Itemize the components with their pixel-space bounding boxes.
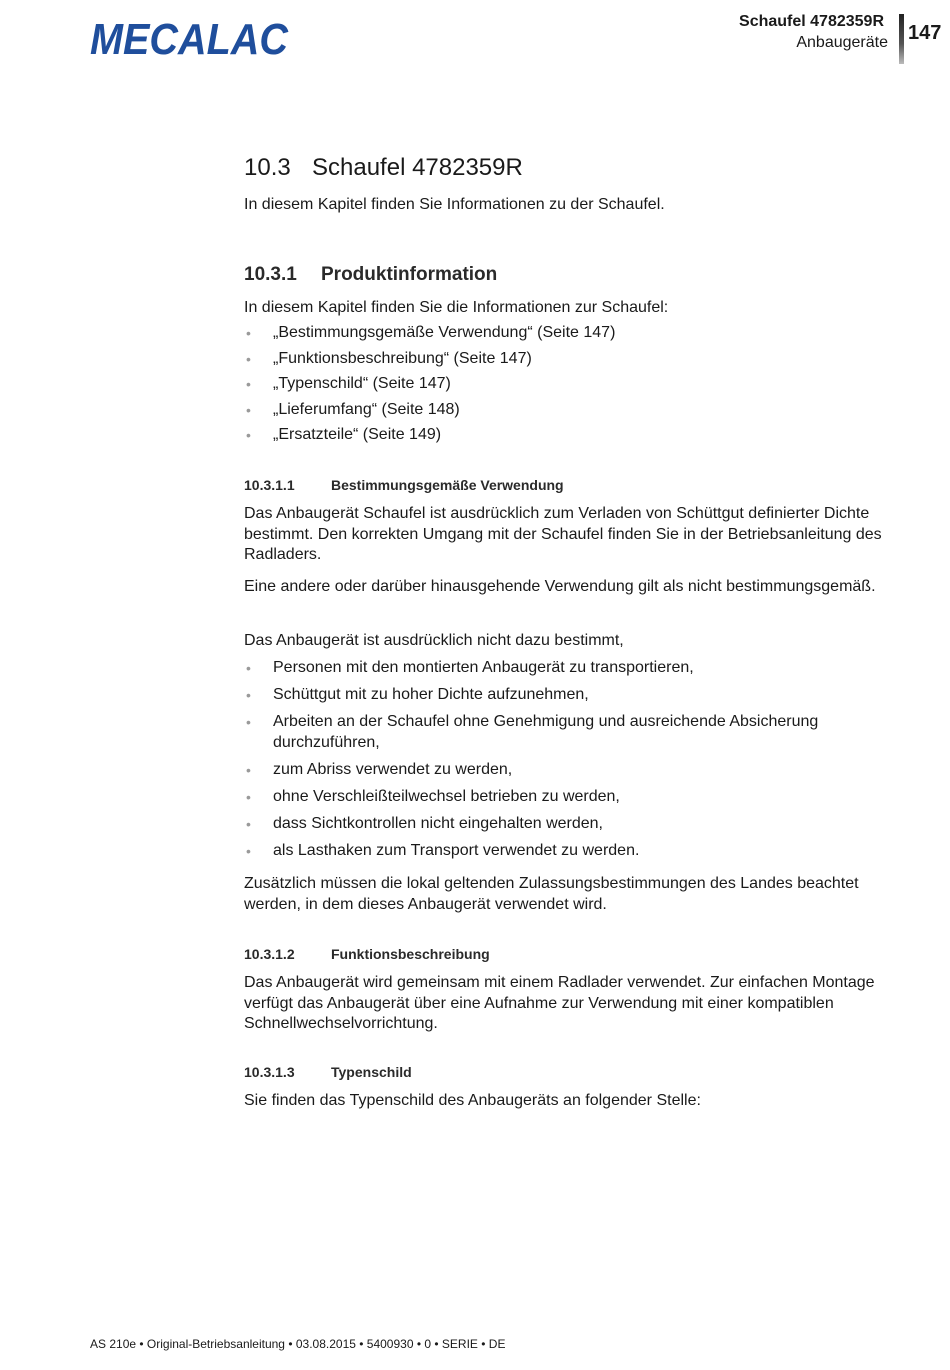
subsubsection-title: Funktionsbeschreibung bbox=[331, 946, 490, 962]
link-item[interactable] bbox=[244, 400, 884, 421]
link-text[interactable]: „Typenschild“ (Seite 147) bbox=[273, 375, 451, 392]
bullet-icon: • bbox=[246, 789, 251, 805]
bullet-icon: • bbox=[246, 376, 251, 392]
list-item-text: Personen mit den montierten Anbaugerät zu transportieren, bbox=[273, 659, 694, 676]
subsection-heading bbox=[244, 264, 497, 286]
subsubsection-heading bbox=[244, 946, 490, 962]
header-divider-bar bbox=[899, 14, 904, 64]
section-title: Schaufel 4782359R bbox=[312, 154, 523, 181]
list-item bbox=[244, 760, 884, 781]
bullet-icon: • bbox=[246, 427, 251, 443]
section-number: 10.3 bbox=[244, 154, 291, 181]
paragraph: Eine andere oder darüber hinausgehende Verwendung gilt als nicht bestimmungsgemäß. bbox=[244, 578, 876, 595]
link-text[interactable]: „Lieferumfang“ (Seite 148) bbox=[273, 401, 460, 418]
subsubsection-heading bbox=[244, 477, 564, 493]
list-item bbox=[244, 841, 884, 862]
bullet-icon: • bbox=[246, 325, 251, 341]
list-item-text: dass Sichtkontrollen nicht eingehalten werden, bbox=[273, 815, 603, 832]
link-item[interactable] bbox=[244, 349, 884, 370]
list-item bbox=[244, 658, 884, 679]
link-item[interactable] bbox=[244, 323, 884, 344]
paragraph: Sie finden das Typenschild des Anbaugeräts an folgender Stelle: bbox=[244, 1092, 701, 1109]
page-number: 147 bbox=[908, 22, 942, 44]
bullet-icon: • bbox=[246, 660, 251, 676]
subsubsection-heading bbox=[244, 1064, 412, 1080]
list-item bbox=[244, 787, 884, 808]
subsubsection-number: 10.3.1.3 bbox=[244, 1064, 295, 1080]
link-text[interactable]: „Ersatzteile“ (Seite 149) bbox=[273, 426, 442, 443]
list-item-text: zum Abriss verwendet zu werden, bbox=[273, 761, 513, 778]
list-item-text: Schüttgut mit zu hoher Dichte aufzunehmen, bbox=[273, 686, 589, 703]
mecalac-logo bbox=[90, 16, 290, 60]
bullet-icon: • bbox=[246, 402, 251, 418]
bullet-icon: • bbox=[246, 351, 251, 367]
list-item bbox=[244, 712, 884, 753]
bullet-icon: • bbox=[246, 816, 251, 832]
section-intro: In diesem Kapitel finden Sie Informationen zu der Schaufel. bbox=[244, 196, 665, 213]
list-item bbox=[244, 685, 884, 706]
section-heading bbox=[244, 154, 523, 182]
list-item-text: als Lasthaken zum Transport verwendet zu werden. bbox=[273, 842, 640, 859]
paragraph: Das Anbaugerät ist ausdrücklich nicht dazu bestimmt, bbox=[244, 632, 624, 649]
subsection-title: Produktinformation bbox=[321, 264, 498, 285]
link-item[interactable] bbox=[244, 374, 884, 395]
list-item-text: ohne Verschleißteilwechsel betrieben zu werden, bbox=[273, 788, 620, 805]
subsubsection-number: 10.3.1.2 bbox=[244, 946, 295, 962]
list-item-text: Arbeiten an der Schaufel ohne Genehmigung und ausreichende Absicherung durchzuführen, bbox=[273, 713, 819, 751]
logo-wordmark: MECALAC bbox=[90, 16, 290, 60]
link-text[interactable]: „Bestimmungsgemäße Verwendung“ (Seite 147) bbox=[273, 324, 616, 341]
link-text[interactable]: „Funktionsbeschreibung“ (Seite 147) bbox=[273, 350, 532, 367]
paragraph: Das Anbaugerät Schaufel ist ausdrücklich zum Verladen von Schüttgut definierter Dichte bestimmt. Den korrekten Umgang mit der Schaufel finden Sie in der Betriebsanleitung des Radladers. bbox=[244, 505, 882, 563]
subsubsection-title: Bestimmungsgemäße Verwendung bbox=[331, 477, 564, 493]
bullet-icon: • bbox=[246, 762, 251, 778]
subsection-number: 10.3.1 bbox=[244, 264, 297, 285]
paragraph: Zusätzlich müssen die lokal geltenden Zulassungsbestimmungen des Landes beachtet werden, in dem dieses Anbaugerät verwendet wird. bbox=[244, 875, 859, 913]
subsubsection-number: 10.3.1.1 bbox=[244, 477, 295, 493]
page-footer: AS 210e • Original-Betriebsanleitung • 03.08.2015 • 5400930 • 0 • SERIE • DE bbox=[90, 1337, 506, 1351]
header-subtitle: Anbaugeräte bbox=[796, 34, 888, 51]
header-title: Schaufel 4782359R bbox=[739, 13, 884, 30]
link-item[interactable] bbox=[244, 425, 884, 446]
bullet-icon: • bbox=[246, 714, 251, 730]
bullet-icon: • bbox=[246, 843, 251, 859]
logo-graphic bbox=[90, 16, 290, 60]
list-item bbox=[244, 814, 884, 835]
subsubsection-title: Typenschild bbox=[331, 1064, 412, 1080]
paragraph: Das Anbaugerät wird gemeinsam mit einem Radlader verwendet. Zur einfachen Montage verfügt das Anbaugerät über eine Aufnahme zur Verwendung mit einer kompatiblen Schnellwechselvorrichtung. bbox=[244, 974, 875, 1032]
subsection-intro: In diesem Kapitel finden Sie die Informationen zur Schaufel: bbox=[244, 299, 669, 316]
bullet-icon: • bbox=[246, 687, 251, 703]
